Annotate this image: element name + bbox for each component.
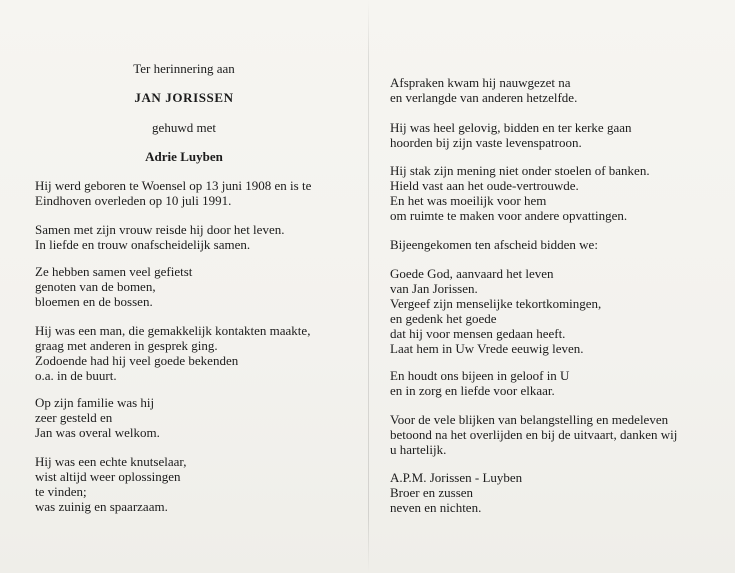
text-line: Hij was een man, die gemakkelijk kontakten maakte, (35, 323, 311, 338)
thanks-line: u hartelijk. (390, 442, 447, 457)
prayer-line: dat hij voor mensen gedaan heeft. (390, 326, 566, 341)
text-line: hoorden bij zijn vaste levenspatroon. (390, 135, 582, 150)
text-line: Hij was heel gelovig, bidden en ter kerke gaan (390, 120, 632, 135)
text-line: Hij was een echte knutselaar, (35, 454, 187, 469)
text-line: En houdt ons bijeen in geloof in U (390, 368, 570, 383)
prayer-line: Laat hem in Uw Vrede eeuwig leven. (390, 341, 584, 356)
signature-line: A.P.M. Jorissen - Luyben (390, 470, 523, 485)
text-line: o.a. in de buurt. (35, 368, 117, 383)
text-line: genoten van de bomen, (35, 279, 156, 294)
text-line: wist altijd weer oplossingen (35, 469, 181, 484)
text-line: Afspraken kwam hij nauwgezet na (390, 75, 571, 90)
text-line: graag met anderen in gesprek ging. (35, 338, 218, 353)
prayer-line: van Jan Jorissen. (390, 281, 478, 296)
text-line: Op zijn familie was hij (35, 395, 155, 410)
thanks-line: Voor de vele blijken van belangstelling en medeleven (390, 412, 669, 427)
text-line: Hij stak zijn mening niet onder stoelen of banken. (390, 163, 650, 178)
text-line: en in zorg en liefde voor elkaar. (390, 383, 555, 398)
intro-line: Ter herinnering aan (133, 61, 235, 76)
signature-line: Broer en zussen (390, 485, 474, 500)
married-line: gehuwd met (152, 120, 216, 135)
right-page (369, 0, 735, 573)
deceased-name: JAN JORISSEN (134, 90, 234, 105)
prayer-line: Vergeef zijn menselijke tekortkomingen, (390, 296, 602, 311)
text-line: In liefde en trouw onafscheidelijk samen. (35, 237, 251, 252)
birth-line-1: Hij werd geboren te Woensel op 13 juni 1908 en is te (35, 178, 312, 193)
prayer-intro: Bijeengekomen ten afscheid bidden we: (390, 237, 598, 252)
text-line: Hield vast aan het oude-vertrouwde. (390, 178, 579, 193)
spouse-name: Adrie Luyben (145, 149, 223, 164)
text-line: zeer gesteld en (35, 410, 113, 425)
text-line: te vinden; (35, 484, 87, 499)
text-line: bloemen en de bossen. (35, 294, 153, 309)
birth-line-2: Eindhoven overleden op 10 juli 1991. (35, 193, 232, 208)
text-line: Ze hebben samen veel gefietst (35, 264, 193, 279)
signature-line: neven en nichten. (390, 500, 482, 515)
text-line: om ruimte te maken voor andere opvattingen. (390, 208, 628, 223)
text-line: Zodoende had hij veel goede bekenden (35, 353, 239, 368)
text-line: en verlangde van anderen hetzelfde. (390, 90, 578, 105)
text-line: Samen met zijn vrouw reisde hij door het leven. (35, 222, 285, 237)
text-line: was zuinig en spaarzaam. (35, 499, 168, 514)
text-line: Jan was overal welkom. (35, 425, 160, 440)
thanks-line: betoond na het overlijden en bij de uitvaart, danken wij (390, 427, 678, 442)
text-line: En het was moeilijk voor hem (390, 193, 547, 208)
prayer-line: en gedenk het goede (390, 311, 497, 326)
prayer-line: Goede God, aanvaard het leven (390, 266, 554, 281)
